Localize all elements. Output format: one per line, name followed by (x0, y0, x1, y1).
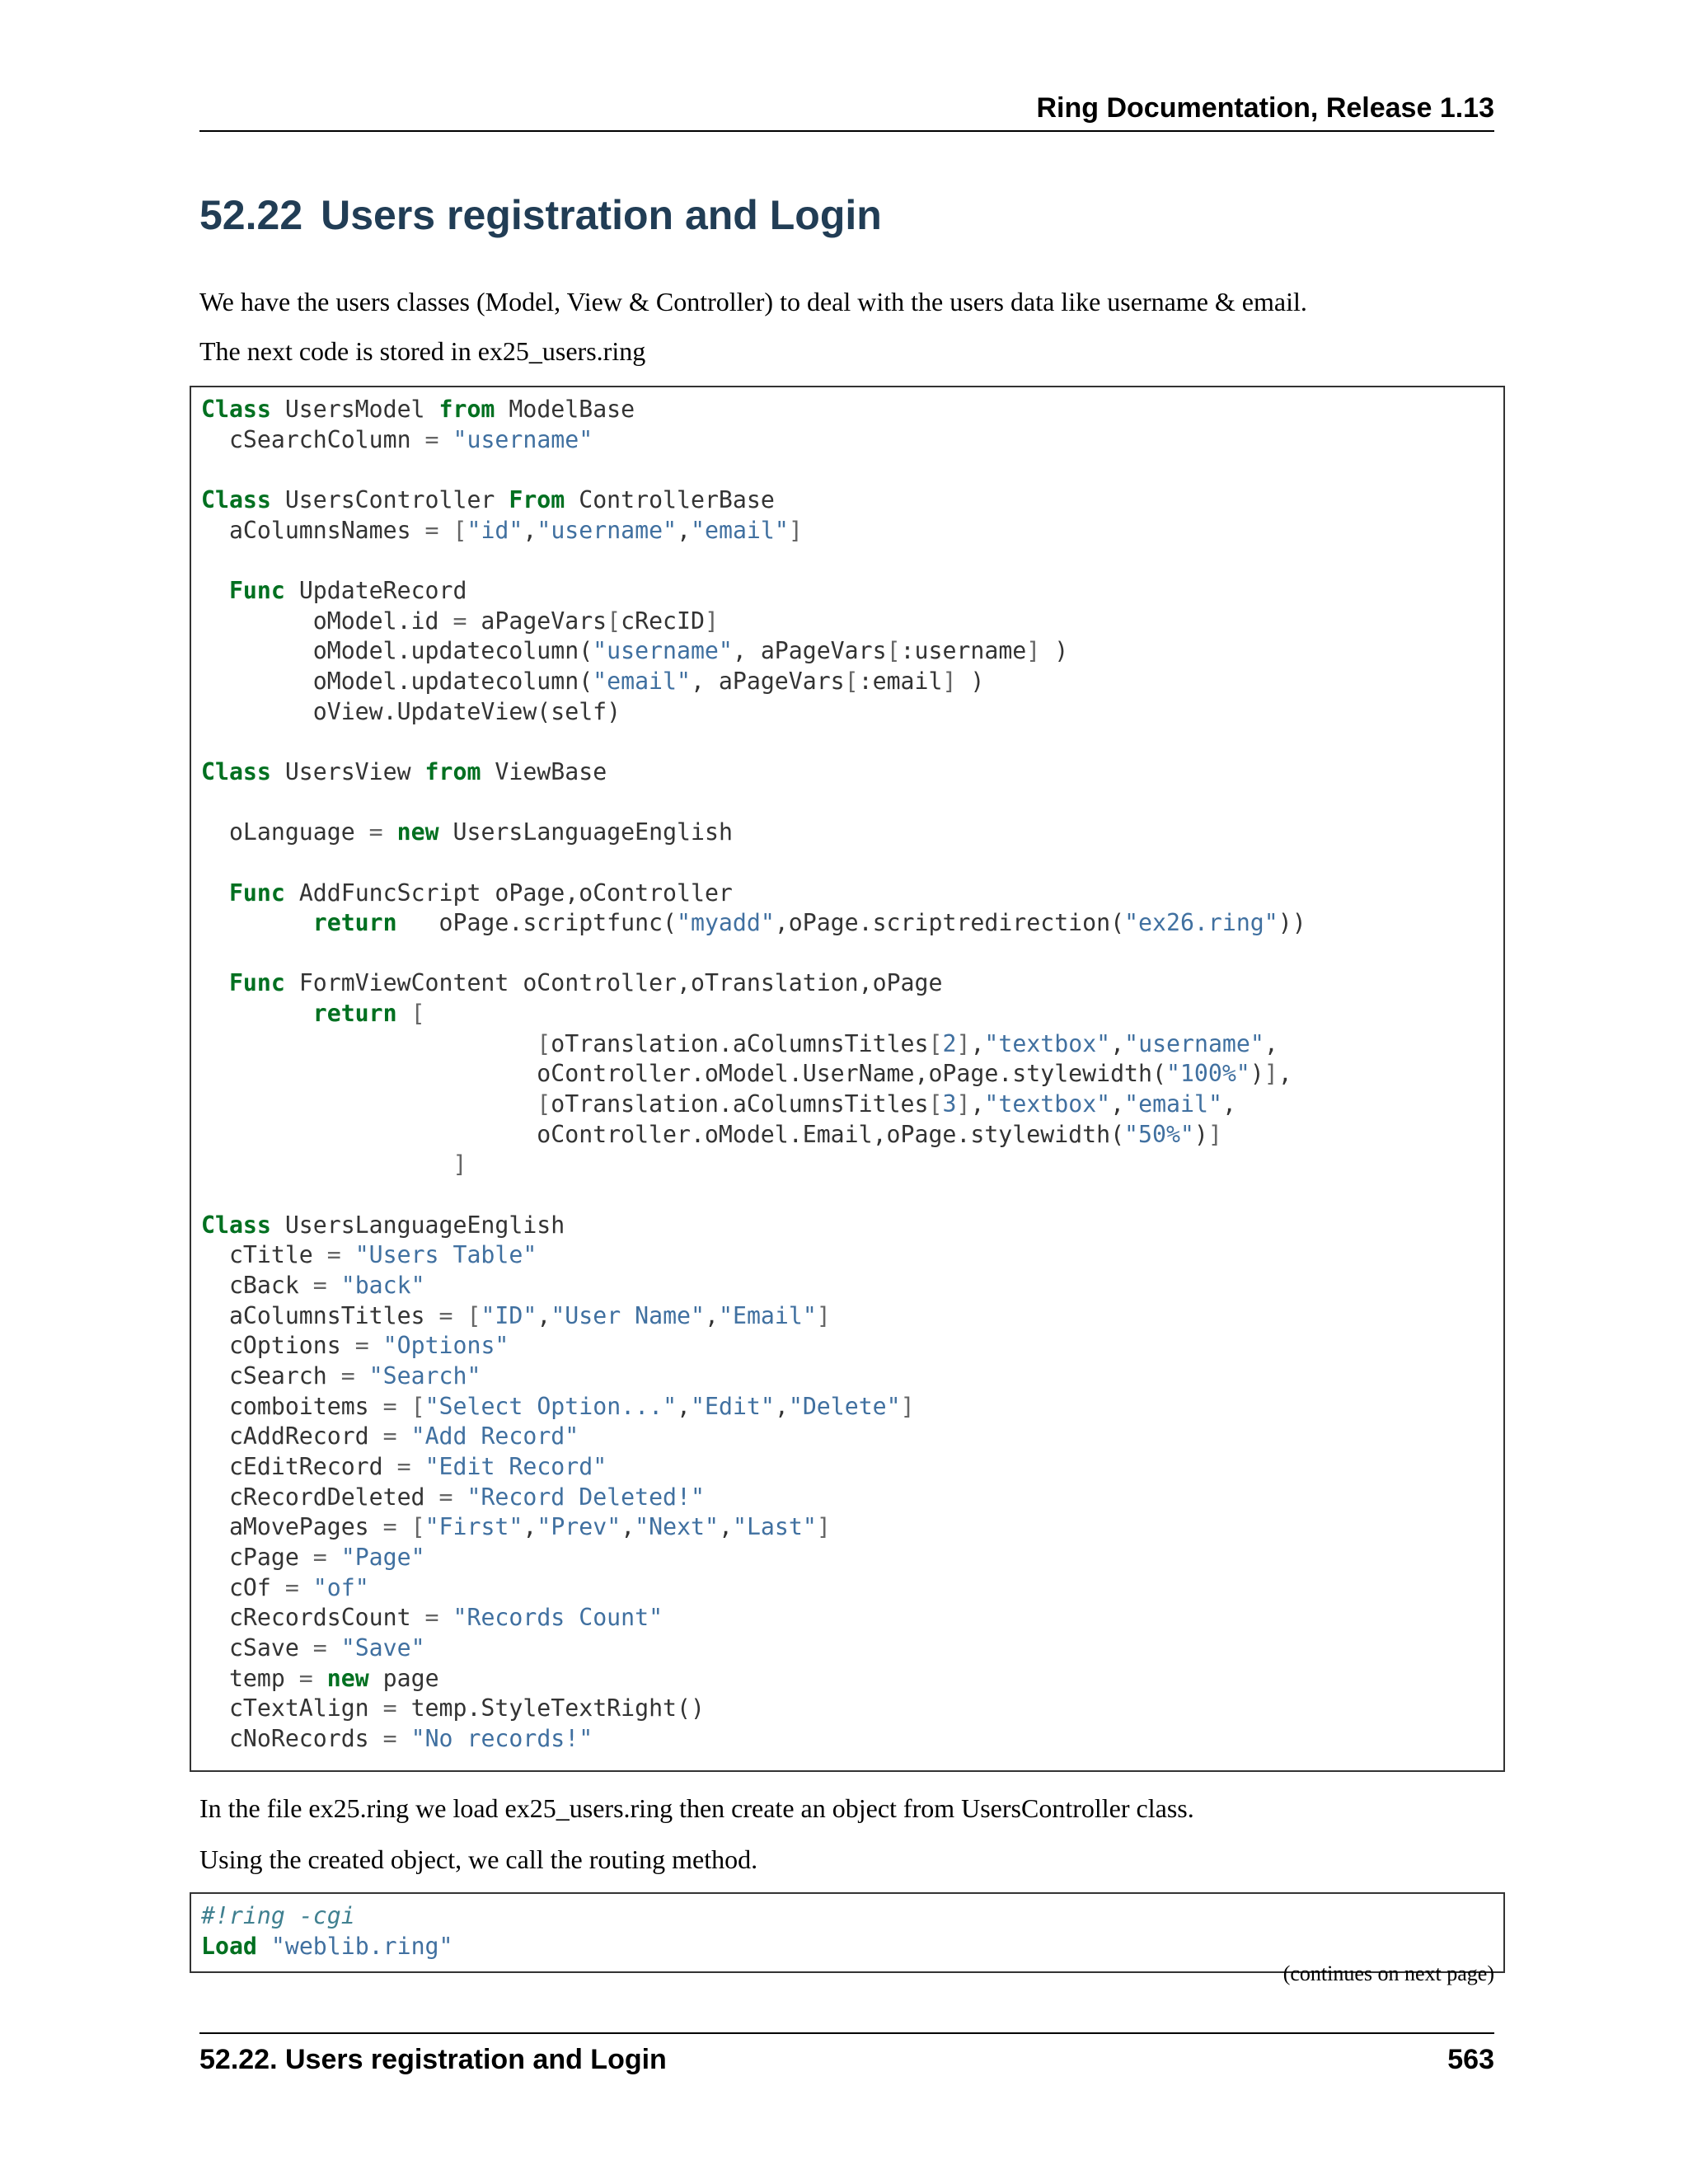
code-listing: #!ring -cgi Load "weblib.ring" (201, 1902, 453, 1960)
footer-divider (199, 2032, 1494, 2034)
load-paragraph: In the file ex25.ring we load ex25_users.ring then create an object from UsersController class. (199, 1793, 1194, 1823)
file-note-paragraph: The next code is stored in ex25_users.ring (199, 336, 646, 366)
page-number: 563 (1447, 2044, 1494, 2075)
code-block-users (190, 386, 1505, 1772)
code-listing: Class UsersModel from ModelBase cSearchColumn = "username" Class UsersController From ControllerBase aColumnsNames = ["id","username","email"] Func UpdateRecord oModel.id = aPageVars[cRecID] oModel.updatecolumn("username", aPageVars[:username] ) oModel.updatecolumn("email", aPageVars[:email] ) oView.UpdateView(self) Class UsersView from ViewBase oLanguage = new UsersLanguageEnglish Func AddFuncScript oPage,oController return oPage.scriptfunc("myadd",oPage.scriptredirection("ex26.ring")) Func FormViewContent oController,oTranslation,oPage return [ [oTranslation.aColumnsTitles[2],"textbox","username", oController.oModel.UserName,oPage.stylewidth("100%")], [oTranslation.aColumnsTitles[3],"textbox","email", oController.oModel.Email,oPage.stylewidth("50%")] ] Class UsersLanguageEnglish cTitle = "Users Table" cBack = "back" aColumnsTitles = ["ID","User Name","Email"] cOptions = "Options" cSearch = "Search" comboitems = ["Select Option...","Edit","Delete"] cAddRecord = "Add Record" cEditRecord = "Edit Record" cRecordDeleted = "Record Deleted!" aMovePages = ["First","Prev","Next","Last"] cPage = "Page" cOf = "of" cRecordsCount = "Records Count" cSave = "Save" temp = new page cTextAlign = temp.StyleTextRight() cNoRecords = "No records!" (201, 396, 1306, 1752)
footer-section-title: 52.22. Users registration and Login (199, 2044, 667, 2075)
section-number: 52.22 (199, 192, 303, 238)
section-heading (199, 191, 882, 239)
intro-paragraph: We have the users classes (Model, View & Controller) to deal with the users data like username & email. (199, 287, 1307, 316)
section-title: Users registration and Login (321, 192, 882, 238)
continues-note: (continues on next page) (1282, 1961, 1494, 1985)
routing-paragraph: Using the created object, we call the routing method. (199, 1844, 758, 1874)
header-divider (199, 130, 1494, 132)
running-header-title: Ring Documentation, Release 1.13 (1036, 92, 1494, 124)
